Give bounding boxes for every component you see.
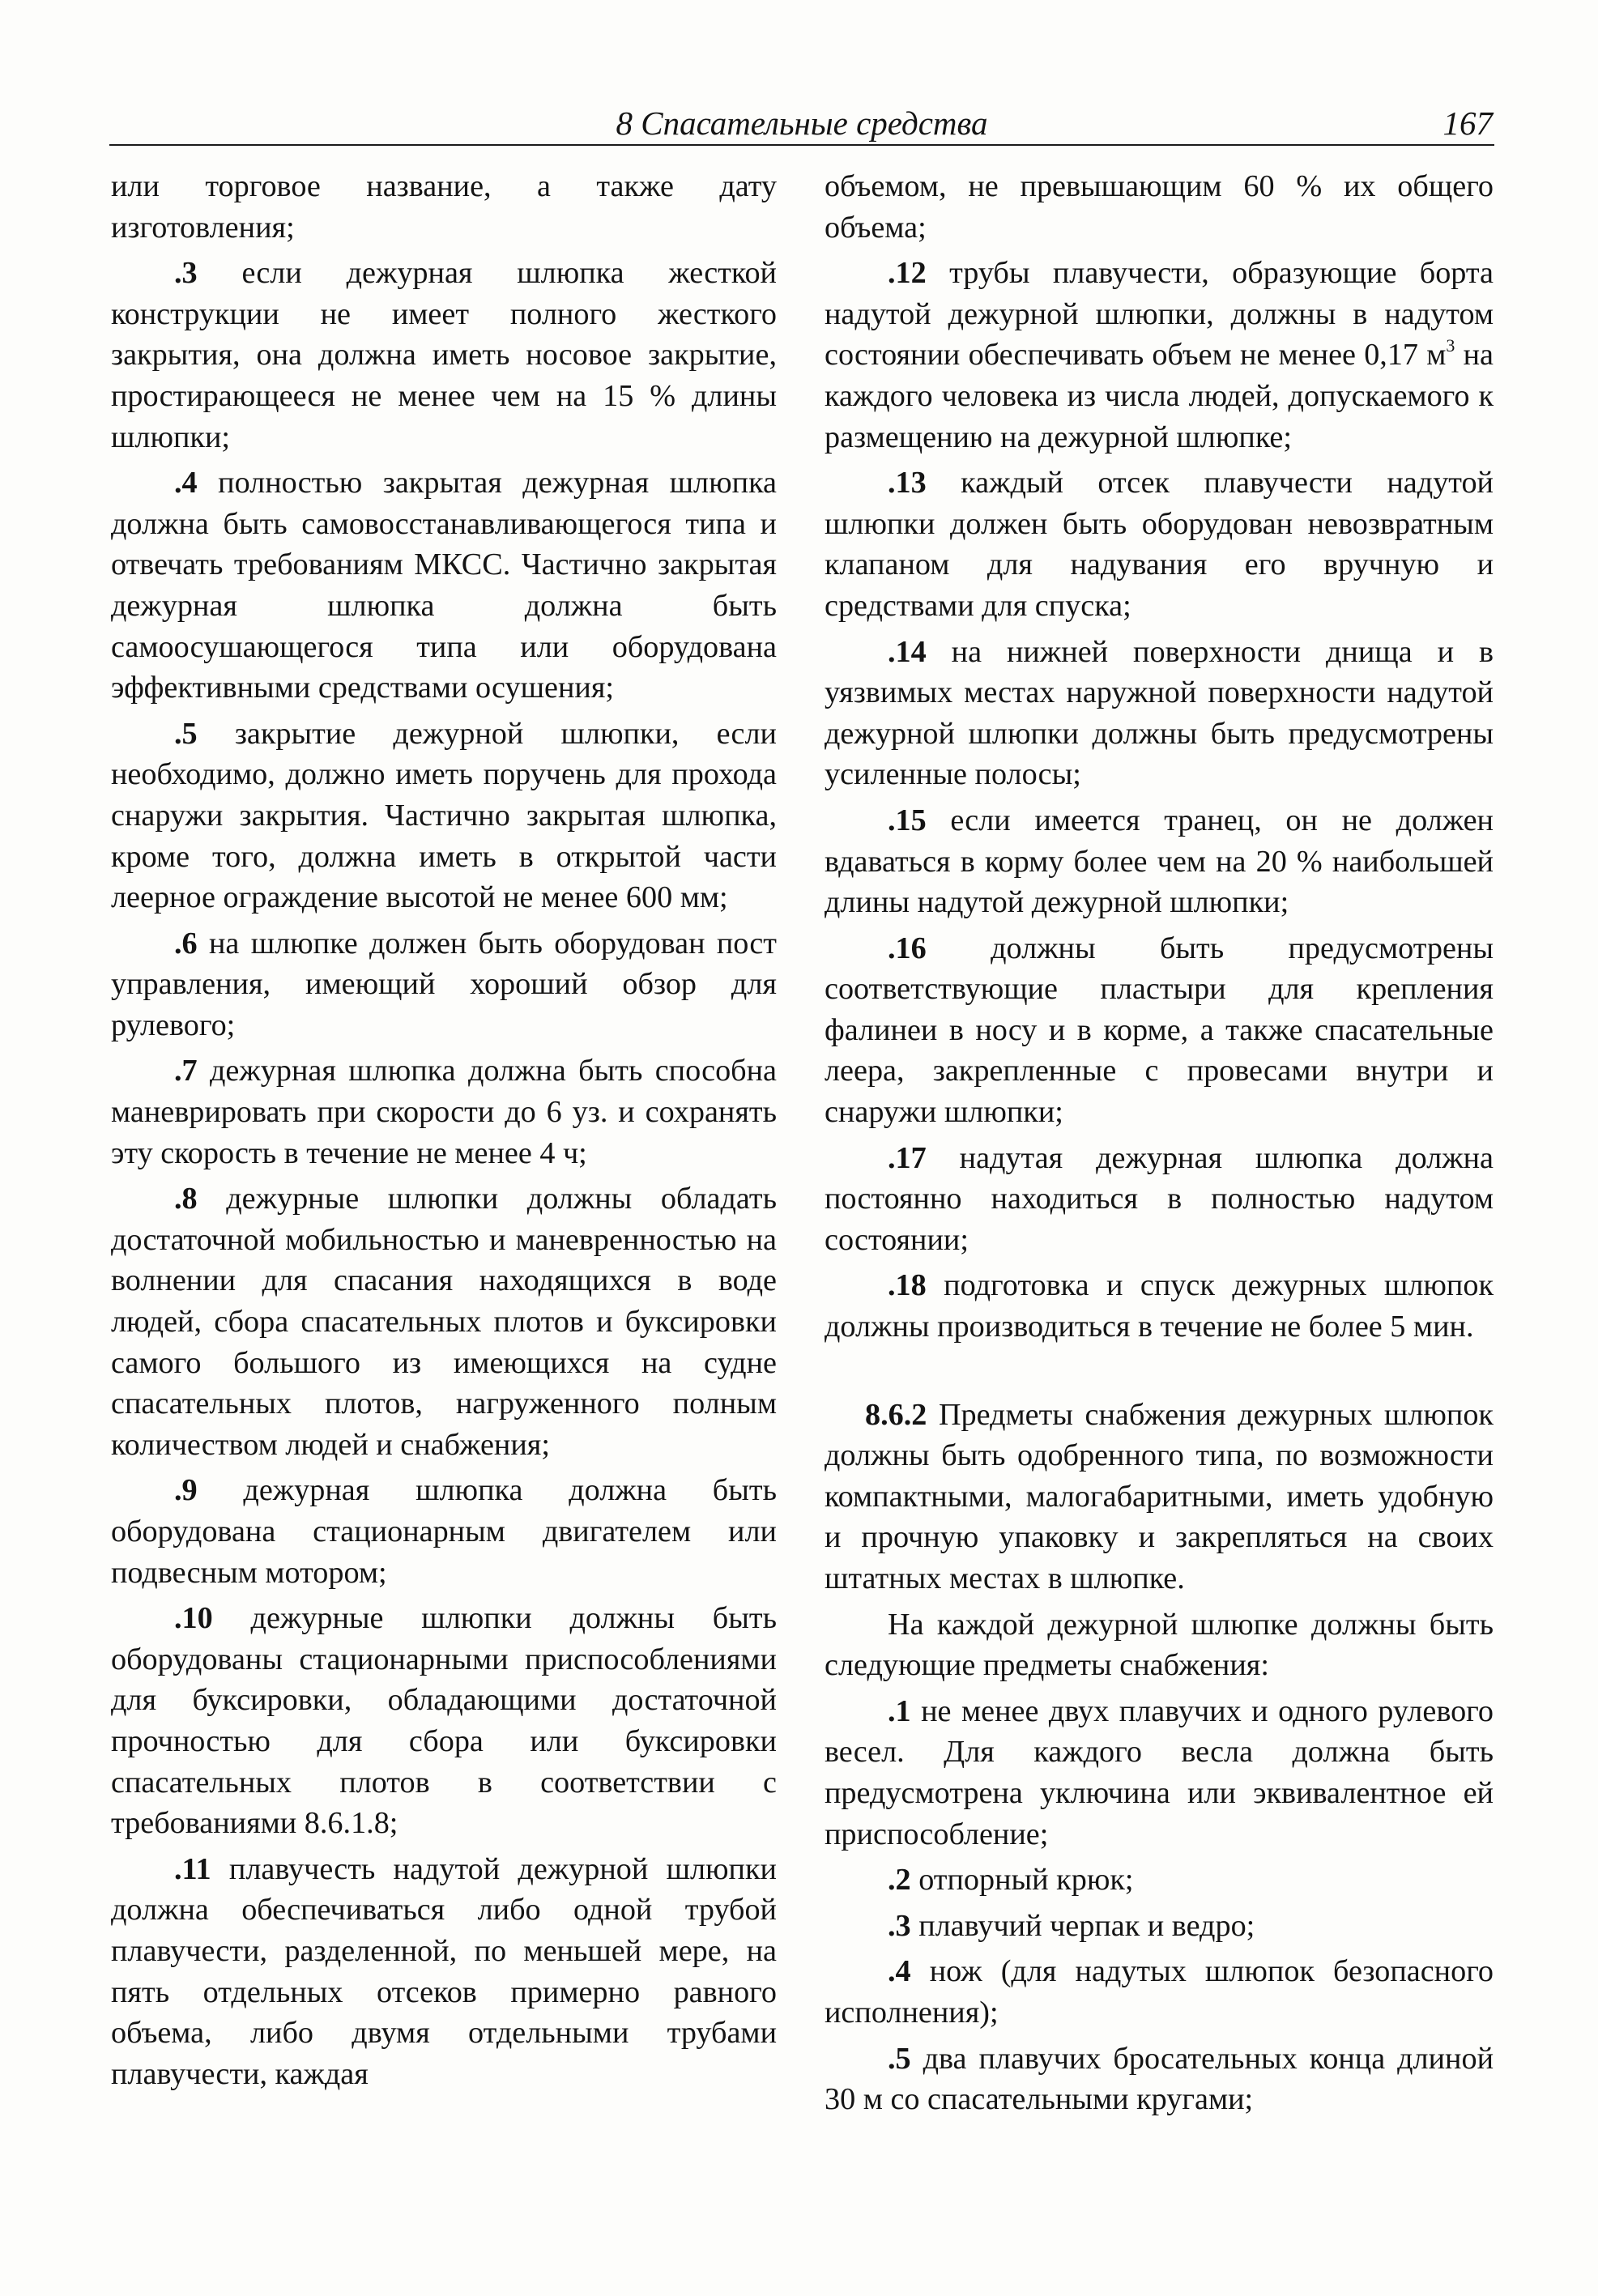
running-header [109,99,1494,146]
item-number: .3 [174,256,198,291]
item-text: на нижней поверхности днища и в уязвимых местах наружной поверхности надутой дежурной шлюпки должны быть предусмотрены усиленные полосы; [825,634,1494,792]
item-number: .5 [174,716,198,751]
list-item [111,253,777,458]
list-item [825,1138,1494,1261]
left-column [111,166,777,2099]
item-text: надутая дежурная шлюпка должна постоянно находиться в полностью надутом состоянии; [825,1140,1494,1257]
item-text: подготовка и спуск дежурных шлюпок должны производиться в течение не более 5 мин. [825,1268,1494,1344]
item-text: на шлюпке должен быть оборудован пост управления, имеющий хороший обзор для рулевого; [111,926,777,1042]
item-text: закрытие дежурной шлюпки, если необходимо, должно иметь поручень для прохода снаружи закрытия. Частично закрытая шлюпка, кроме того, должна иметь в открытой части леерное ограждение высотой не менее 600 мм; [111,716,777,915]
item-number: .4 [174,466,198,501]
item-text: если дежурная шлюпка жесткой конструкции не имеет полного жесткого закрытия, она должна иметь носовое закрытие, простирающееся не менее чем на 15 % длины шлюпки; [111,256,777,454]
list-item [825,1265,1494,1347]
paragraph [111,166,777,248]
list-item [825,928,1494,1133]
list-item [111,462,777,709]
item-number: .15 [888,803,927,837]
list-item [111,714,777,918]
list-item [111,1470,777,1593]
item-number: .8 [174,1182,198,1216]
item-number: .10 [174,1601,213,1636]
page-number: 167 [1442,104,1493,142]
item-text: дежурная шлюпка должна быть способна маневрировать при скорости до 6 уз. и сохранять эту скорость в течение не менее 4 ч; [111,1054,777,1170]
item-text: дежурные шлюпки должны быть оборудованы стационарными приспособлениями для буксировки, обладающими достаточной прочностью для сбора или буксировки спасательных плотов в соответствии с требованиями 8.6.1.8; [111,1601,777,1841]
right-column [825,166,1494,2125]
item-number: .13 [888,466,927,501]
section-text: Предметы снабжения дежурных шлюпок должны быть одобренного типа, по возможности компактными, малогабаритными, иметь удобную и прочную упаковку и закрепляться на своих штатных местах в шлюпке. [825,1397,1494,1595]
paragraph [825,166,1494,248]
list-item [111,923,777,1046]
item-text: нож (для надутых шлюпок безопасного исполнения); [825,1954,1494,2030]
item-text: должны быть предусмотрены соответствующие пластыри для крепления фалинеи в носу и в корме, а также спасательные леера, закрепленные с провесами внутри и снаружи шлюпки; [825,931,1494,1130]
item-text: плавучесть надутой дежурной шлюпки должна обеспечиваться либо одной трубой плавучести, разделенной, по меньшей мере, на пять отдельных отсеков примерно равного объема, либо двумя отдельными трубами плавучести, каждая [111,1851,777,2091]
item-text: если имеется транец, он не должен вдаваться в корму более чем на 20 % наибольшей длины надутой дежурной шлюпки; [825,803,1494,920]
item-text: на каждого человека из числа людей, допускаемого к размещению на дежурной шлюпке; [825,338,1494,454]
item-number: .4 [888,1954,911,1989]
list-item [825,253,1494,458]
section-paragraph [825,1395,1494,1600]
item-number: .9 [174,1473,198,1508]
list-item [825,632,1494,795]
item-text: каждый отсек плавучести надутой шлюпки должен быть оборудован невозвратным клапаном для надувания его вручную и средствами для спуска; [825,466,1494,623]
item-text: дежурные шлюпки должны обладать достаточной мобильностью и маневренностью на волнении для спасания находящихся в воде людей, сбора спасательных плотов и буксировки самого большого из имеющихся на судне спасательных плотов, нагруженного полным количеством людей и снабжения; [111,1182,777,1462]
chapter-title: 8 Спасательные средства [616,104,988,142]
item-number: .6 [174,926,198,961]
item-text: отпорный крюк; [910,1863,1134,1898]
list-item [825,1951,1494,2033]
item-number: .18 [888,1268,927,1303]
item-text: полностью закрытая дежурная шлюпка должна быть самовосстанавливающегося типа и отвечать требованиям МКСС. Частично закрытая дежурная шлюпка должна быть самоосушающегося типа или оборудована эффективными средствами осушения; [111,466,777,705]
list-item [825,462,1494,626]
item-text: трубы плавучести, образующие борта надутой дежурной шлюпки, должны в надутом состоянии обеспечивать объем не менее 0,17 м [825,256,1494,373]
list-item [111,1849,777,2095]
list-item [111,1598,777,1844]
item-number: .7 [174,1054,198,1088]
item-text: плавучий черпак и ведро; [910,1908,1255,1943]
item-number: .16 [888,931,927,965]
section-number: 8.6.2 [865,1397,927,1432]
paragraph-text: объемом, не превышающим 60 % их общего объема; [825,169,1494,245]
list-item [825,800,1494,923]
list-item [825,2038,1494,2120]
list-item [111,1050,777,1174]
paragraph-text: или торговое название, а также дату изготовления; [111,169,777,245]
list-item [825,1691,1494,1855]
item-number: .11 [174,1851,211,1886]
item-text: два плавучих бросательных конца длиной 30 м со спасательными кругами; [825,2041,1494,2117]
item-number: .12 [888,256,927,291]
item-number: .17 [888,1140,927,1175]
superscript: 3 [1446,335,1455,356]
list-item [825,1906,1494,1947]
item-number: .1 [888,1693,911,1728]
item-number: .2 [888,1863,911,1898]
list-item [825,1859,1494,1901]
list-item [111,1178,777,1465]
item-number: .14 [888,634,927,669]
paragraph-text: На каждой дежурной шлюпке должны быть следующие предметы снабжения: [825,1607,1494,1683]
item-text: не менее двух плавучих и одного рулевого весел. Для каждого весла должна быть предусмотрена уключина или эквивалентное ей приспособление; [825,1693,1494,1851]
item-number: .3 [888,1908,911,1943]
paragraph [825,1604,1494,1686]
item-number: .5 [888,2041,911,2076]
item-text: дежурная шлюпка должна быть оборудована стационарным двигателем или подвесным мотором; [111,1473,777,1590]
